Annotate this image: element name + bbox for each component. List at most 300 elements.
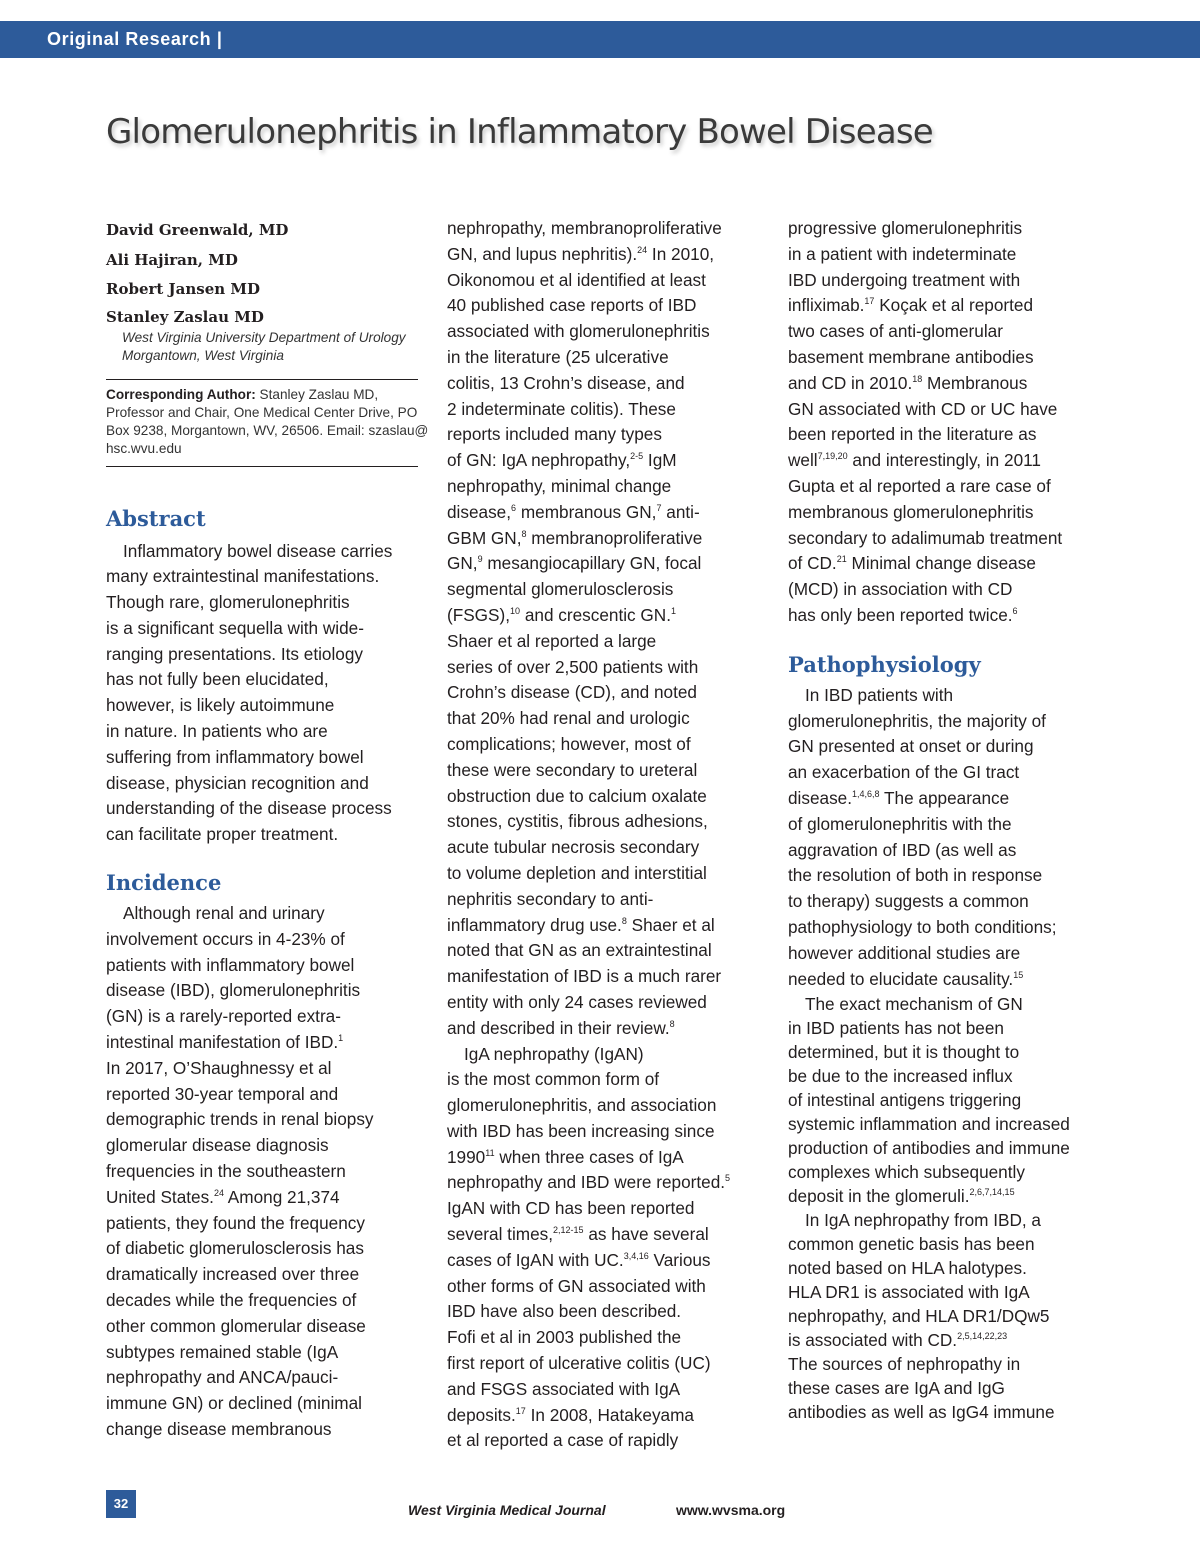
text-segment: understanding of the disease process [106,798,392,819]
text-segment: of diabetic glomerulosclerosis has [106,1238,364,1259]
text-segment: noted that GN as an extraintestinal [447,940,712,961]
citation-superscript: 18 [912,373,923,384]
text-segment: suffering from inflammatory bowel [106,746,364,767]
text-segment: glomerulonephritis, the majority of [788,710,1046,731]
text-line [447,1093,759,1119]
citation-superscript: 5 [725,1173,731,1184]
author-name: David Greenwald, MD [106,221,289,239]
column-2-body [447,216,759,1454]
text-line [106,1133,418,1159]
pathophysiology-body-continued [788,992,1100,1424]
text-segment: disease, physician recognition and [106,772,369,793]
text-segment: been reported in the literature as [788,424,1037,445]
text-segment: glomerulonephritis, and association [447,1095,717,1116]
text-line [106,796,418,822]
text-line [788,1280,1100,1304]
text-segment: (MCD) in association with CD [788,579,1013,600]
corresponding-author-box [106,379,429,467]
text-line [106,1236,418,1262]
text-segment: IgM [643,450,677,471]
citation-superscript: 2,5,14,22,23 [957,1331,1008,1342]
text-segment: disease (IBD), glomerulonephritis [106,980,361,1001]
text-line [106,539,418,565]
citation-superscript: 2,6,7,14,15 [969,1187,1015,1198]
text-line [788,1376,1100,1400]
text-line [447,1067,759,1093]
text-segment: associated with glomerulonephritis [447,321,710,342]
text-segment: Fofi et al in 2003 published the [447,1327,682,1348]
text-segment: The sources of nephropathy in [788,1354,1021,1375]
section-banner [0,21,1200,58]
text-line [447,990,759,1016]
column-3-body [788,216,1100,629]
text-line [106,745,418,771]
text-line [447,1248,759,1274]
text-segment: manifestation of IBD is a much rarer [447,966,722,987]
text-line [447,629,759,655]
author-name: Ali Hajiran, MD [106,250,238,269]
text-line [447,577,759,603]
text-line [447,964,759,990]
text-segment: is a significant sequella with wide- [106,617,364,638]
text-segment: two cases of anti-glomerular [788,321,1003,342]
text-line [106,1107,418,1133]
text-line [447,758,759,784]
text-segment: is associated with CD. [788,1330,958,1351]
text-line [447,1042,759,1068]
text-segment: determined, but it is thought to [788,1042,1020,1063]
citation-superscript: 3,4,16 [623,1250,649,1261]
text-line [788,1184,1100,1208]
text-line [106,1056,418,1082]
text-segment: nephropathy, minimal change [447,475,672,496]
citation-superscript: 24 [213,1187,224,1198]
text-segment: of GN: IgA nephropathy, [447,450,631,471]
text-line [106,978,418,1004]
text-segment: infliximab. [788,295,865,316]
text-line [106,693,418,719]
author-name: Robert Jansen MD [106,280,261,298]
text-line [788,319,1100,345]
text-line [788,603,1100,629]
pathophysiology-heading: Pathophysiology [788,651,981,677]
text-segment: first report of ulcerative colitis (UC) [447,1353,711,1374]
text-segment: and described in their review. [447,1017,670,1038]
text-segment: acute tubular necrosis secondary [447,837,700,858]
text-segment: secondary to adalimumab treatment [788,527,1063,548]
text-segment: The exact mechanism of GN [805,994,1023,1015]
text-segment: deposit in the glomeruli. [788,1186,970,1207]
text-line [788,1256,1100,1280]
text-line [447,500,759,526]
text-line [106,1159,418,1185]
text-segment: (GN) is a rarely-reported extra- [106,1006,341,1027]
text-segment: demographic trends in renal biopsy [106,1109,374,1130]
incidence-body [106,901,418,1443]
text-segment: mesangiocapillary GN, focal [482,553,702,574]
text-line [447,732,759,758]
text-segment: Among 21,374 [223,1186,340,1207]
journal-url[interactable]: www.wvsma.org [676,1502,786,1518]
text-line [788,1016,1100,1040]
text-line [447,319,759,345]
text-segment: IgAN with CD has been reported [447,1198,695,1219]
text-segment: has only been reported twice. [788,604,1013,625]
text-line [788,500,1100,526]
text-segment: other forms of GN associated with [447,1275,706,1296]
text-line [106,1391,418,1417]
text-line [788,551,1100,577]
text-line [788,812,1100,838]
text-segment: in the literature (25 ulcerative [447,346,669,367]
text-segment: antibodies as well as IgG4 immune [788,1402,1055,1423]
text-line [447,1274,759,1300]
text-line [447,603,759,629]
text-segment: other common glomerular disease [106,1315,366,1336]
text-segment: basement membrane antibodies [788,346,1034,367]
text-line [788,1208,1100,1232]
text-segment: In IBD patients with [805,684,954,705]
text-segment: these were secondary to ureteral [447,759,698,780]
column-2 [447,216,759,1454]
text-line [788,268,1100,294]
text-line [788,242,1100,268]
text-segment: in nature. In patients who are [106,721,328,742]
text-segment: ranging presentations. Its etiology [106,643,364,664]
text-segment: the resolution of both in response [788,865,1043,886]
text-line [106,927,418,953]
text-segment: et al reported a case of rapidly [447,1430,679,1451]
citation-superscript: 24 [637,244,648,255]
text-segment: nephropathy, membranoproliferative [447,218,722,238]
text-line [447,1170,759,1196]
citation-superscript: 1 [670,605,676,616]
author-list [106,216,418,329]
text-line [788,1328,1100,1352]
text-segment: membranous glomerulonephritis [788,501,1034,522]
text-segment: intestinal manifestation of IBD. [106,1032,339,1053]
text-segment: membranoproliferative [526,527,703,548]
citation-superscript: 6 [511,502,517,513]
text-line [447,371,759,397]
text-segment: and interestingly, in 2011 [847,450,1041,471]
text-line [106,1340,418,1366]
text-segment: common genetic basis has been [788,1234,1035,1255]
text-line [447,1428,759,1454]
incidence-heading: Incidence [106,870,222,896]
text-segment: Inflammatory bowel disease carries [123,540,393,561]
text-line [106,1211,418,1237]
text-segment: Shaer et al [626,914,715,935]
text-line [106,1004,418,1030]
citation-superscript: 9 [477,554,483,565]
text-line [106,1365,418,1391]
text-segment: series of over 2,500 patients with [447,656,699,677]
text-segment: with IBD has been increasing since [447,1120,715,1141]
text-segment: of intestinal antigens triggering [788,1090,1022,1111]
text-segment: dramatically increased over three [106,1264,360,1285]
text-line [788,889,1100,915]
text-line [788,941,1100,967]
text-segment: 2 indeterminate colitis). These [447,398,676,419]
text-segment: immune GN) or declined (minimal [106,1393,362,1414]
text-segment: noted based on HLA halotypes. [788,1258,1027,1279]
text-line [106,822,418,848]
text-segment: nephropathy and IBD were reported. [447,1172,726,1193]
text-line [788,1400,1100,1424]
text-segment: In IgA nephropathy from IBD, a [805,1210,1041,1231]
text-segment: anti- [661,501,700,522]
text-segment: Though rare, glomerulonephritis [106,592,350,613]
text-segment: entity with only 24 cases reviewed [447,991,707,1012]
text-line [447,655,759,681]
text-line [447,1403,759,1429]
text-segment: needed to elucidate causality. [788,968,1014,989]
journal-name: West Virginia Medical Journal [408,1502,606,1518]
citation-superscript: 2,12-15 [553,1225,584,1236]
text-line [106,771,418,797]
text-line [788,1160,1100,1184]
page-number: 32 [106,1490,136,1518]
text-line [447,835,759,861]
text-segment: well [788,450,818,471]
text-line [106,1262,418,1288]
citation-superscript: 8 [521,528,527,539]
citation-superscript: 2-5 [630,451,644,462]
affiliation-line: West Virginia University Department of Urology [122,329,406,345]
text-segment: patients with inflammatory bowel [106,954,355,975]
text-segment: HLA DR1 is associated with IgA [788,1282,1030,1303]
text-segment: and CD in 2010. [788,372,913,393]
text-segment: several times, [447,1224,554,1245]
text-line [447,938,759,964]
text-line [788,992,1100,1016]
text-segment: segmental glomerulosclerosis [447,579,674,600]
text-line [106,953,418,979]
text-segment: patients, they found the frequency [106,1212,365,1233]
text-line [447,1299,759,1325]
text-segment: GN, [447,553,478,574]
text-segment: complexes which subsequently [788,1162,1025,1183]
abstract-heading: Abstract [106,505,206,531]
citation-superscript: 1,4,6,8 [852,788,880,799]
text-segment: aggravation of IBD (as well as [788,839,1017,860]
text-segment: disease, [447,501,512,522]
text-segment: In 2010, [647,243,715,264]
text-line [106,1417,418,1443]
text-line [106,719,418,745]
text-line [788,422,1100,448]
text-line [447,422,759,448]
text-segment: inflammatory drug use. [447,914,622,935]
text-segment: colitis, 13 Crohn’s disease, and [447,372,685,393]
text-line [788,526,1100,552]
text-segment: 1990 [447,1146,486,1167]
text-segment: IBD undergoing treatment with [788,269,1021,290]
text-line [106,1082,418,1108]
text-line [788,915,1100,941]
pathophysiology-body [788,683,1100,993]
text-line [106,901,418,927]
abstract-body [106,539,418,849]
text-line [447,1119,759,1145]
text-segment: The appearance [879,787,1010,808]
citation-superscript: 8 [669,1018,675,1029]
text-line [788,709,1100,735]
text-line [788,371,1100,397]
text-segment: deposits. [447,1404,516,1425]
citation-superscript: 11 [485,1147,495,1158]
text-line [788,1352,1100,1376]
text-segment: 40 published case reports of IBD [447,295,697,316]
text-segment: GBM GN, [447,527,522,548]
text-line [447,887,759,913]
text-segment: involvement occurs in 4-23% of [106,928,345,949]
article-title: Glomerulonephritis in Inflammatory Bowel Disease [106,112,933,152]
text-line [788,1088,1100,1112]
text-line [447,1196,759,1222]
text-segment: In 2017, O’Shaughnessy et al [106,1057,332,1078]
text-line [788,1112,1100,1136]
text-line [788,786,1100,812]
text-segment: nephropathy, and HLA DR1/DQw5 [788,1306,1050,1327]
text-segment: Koçak et al reported [874,295,1034,316]
text-line [788,448,1100,474]
text-line [447,1377,759,1403]
text-segment: to volume depletion and interstitial [447,862,707,883]
text-segment: IgA nephropathy (IgAN) [464,1043,644,1064]
text-line [788,397,1100,423]
text-line [788,474,1100,500]
text-line [106,1185,418,1211]
text-segment: nephritis secondary to anti- [447,888,654,909]
text-segment: to therapy) suggests a common [788,891,1029,912]
text-line [788,967,1100,993]
text-segment: GN presented at onset or during [788,736,1034,757]
text-segment: Gupta et al reported a rare case of [788,475,1051,496]
citation-superscript: 7 [656,502,662,513]
text-line [788,1064,1100,1088]
text-segment: however, is likely autoimmune [106,695,335,716]
text-segment: decades while the frequencies of [106,1290,357,1311]
text-segment: subtypes remained stable (IgA [106,1341,339,1362]
text-segment: however additional studies are [788,942,1021,963]
text-line [447,526,759,552]
text-segment: Membranous [922,372,1028,393]
citation-superscript: 10 [510,605,521,616]
text-segment: reports included many types [447,424,662,445]
text-line [447,1351,759,1377]
text-line [447,809,759,835]
text-line [788,760,1100,786]
column-1 [106,216,429,1443]
corresponding-author-text: hsc.wvu.edu [106,440,182,456]
citation-superscript: 6 [1012,605,1018,616]
text-line [447,1145,759,1171]
text-line [447,861,759,887]
text-line [447,551,759,577]
text-segment: of glomerulonephritis with the [788,813,1012,834]
text-line [447,474,759,500]
text-line [788,1136,1100,1160]
affiliation-line: Morgantown, West Virginia [122,347,284,363]
text-segment: Various [648,1249,711,1270]
text-segment: and crescentic GN. [520,604,671,625]
text-line [447,397,759,423]
text-segment: complications; however, most of [447,733,691,754]
text-line [106,1314,418,1340]
text-segment: is the most common form of [447,1069,660,1090]
text-line [447,784,759,810]
text-line [788,1304,1100,1328]
text-segment: in a patient with indeterminate [788,243,1017,264]
banner-label: Original Research | [47,29,223,49]
citation-superscript: 8 [621,915,627,926]
text-line [106,667,418,693]
text-segment: production of antibodies and immune [788,1138,1070,1159]
author-name: Stanley Zaslau MD [106,307,264,326]
text-segment: that 20% had renal and urologic [447,708,690,729]
text-line [106,590,418,616]
text-segment: nephropathy and ANCA/pauci- [106,1367,339,1388]
text-line [447,913,759,939]
corresponding-author-text: Professor and Chair, One Medical Center Drive, PO [106,404,418,420]
text-line [447,242,759,268]
text-segment: an exacerbation of the GI tract [788,762,1020,783]
column-3 [788,216,1100,1424]
text-segment: cases of IgAN with UC. [447,1249,624,1270]
text-segment: in IBD patients has not been [788,1018,1004,1039]
text-segment: (FSGS), [447,604,511,625]
text-segment: Shaer et al reported a large [447,630,657,651]
text-line [788,1232,1100,1256]
citation-superscript: 7,19,20 [817,451,848,462]
text-line [447,268,759,294]
text-line [788,734,1100,760]
text-line [447,680,759,706]
text-line [447,1325,759,1351]
text-segment: can facilitate proper treatment. [106,824,339,845]
text-line [106,564,418,590]
text-segment: In 2008, Hatakeyama [525,1404,694,1425]
text-segment: as have several [583,1224,709,1245]
text-line [788,216,1100,242]
text-segment: change disease membranous [106,1419,332,1439]
text-line [788,838,1100,864]
citation-superscript: 17 [515,1405,526,1416]
text-segment: reported 30-year temporal and [106,1083,339,1104]
text-line [788,1040,1100,1064]
citation-superscript: 1 [338,1033,344,1044]
text-segment: obstruction due to calcium oxalate [447,785,707,806]
text-line [788,577,1100,603]
text-line [447,293,759,319]
text-segment: when three cases of IgA [494,1146,684,1167]
text-segment: pathophysiology to both conditions; [788,916,1057,937]
corresponding-author-text: Box 9238, Morgantown, WV, 26506. Email: szaslau@ [106,422,429,438]
text-segment: frequencies in the southeastern [106,1161,346,1182]
text-segment: be due to the increased influx [788,1066,1013,1087]
text-segment: of CD. [788,553,837,574]
text-line [447,1222,759,1248]
corresponding-author-label: Corresponding Author: [106,386,256,402]
text-line [788,293,1100,319]
text-line [788,863,1100,889]
text-segment: United States. [106,1186,214,1207]
text-segment: membranous GN, [516,501,657,522]
text-line [788,345,1100,371]
text-line [788,683,1100,709]
